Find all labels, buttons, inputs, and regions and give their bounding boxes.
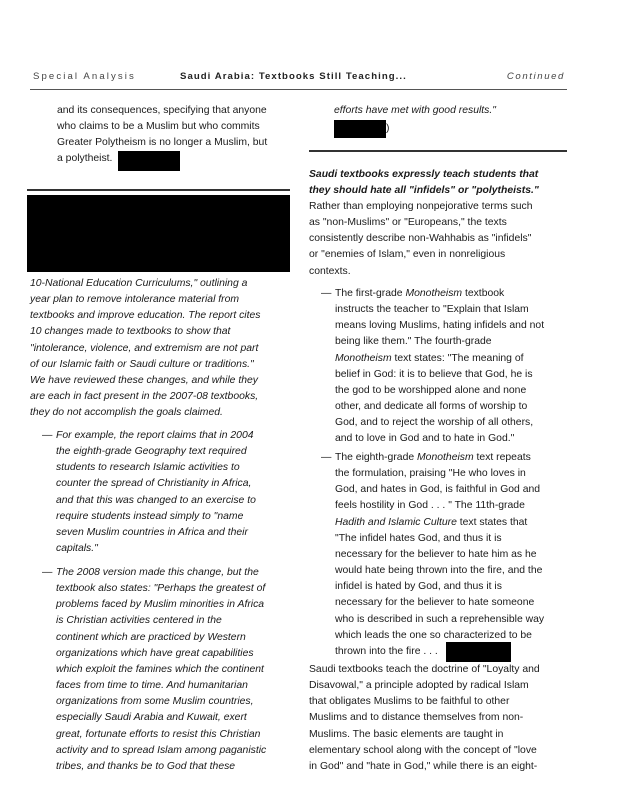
text-line: The first-grade Monotheism textbook (335, 288, 505, 299)
text-line: the god to be worshipped alone and none (335, 384, 527, 396)
text-line: the formulation, praising "He who loves in (335, 468, 526, 480)
text-line: contexts. (309, 265, 351, 277)
section-heading-lines (309, 167, 569, 199)
text-line: Saudi textbooks teach the doctrine of "Loyalty and (309, 664, 540, 675)
text-line: Monotheism text states: "The meaning of (335, 352, 524, 364)
italic-term: Monotheism (335, 352, 392, 364)
text-line: of our Islamic faith or Saudi culture or traditions." (30, 358, 254, 370)
text-line: continent which are practiced by Western (56, 631, 246, 643)
text-line: or "enemies of Islam," even in nonreligious (309, 249, 506, 261)
text-line: capitals." (56, 543, 98, 555)
text-line: and its consequences, specifying that anyone (57, 105, 267, 116)
text-line: Greater Polytheism is no longer a Muslim, but (57, 137, 268, 149)
running-header (30, 71, 565, 85)
text-line: feels hostility in God . . . " The 11th-grade (335, 500, 525, 512)
header-continued: Continued (506, 71, 565, 82)
text-line: tribes, and thanks be to God that these (56, 760, 236, 772)
text-line: year plan to remove intolerance material from (30, 294, 240, 306)
bullet-dash: — (42, 430, 53, 441)
text-line: students to research Islamic activities to (56, 462, 240, 474)
text-line: Muslims. The basic elements are taught in (309, 728, 504, 740)
text-line: "The infidel hates God, and thus it is (335, 532, 502, 544)
text-line: "intolerance, violence, and extremism are not part (30, 342, 259, 354)
text-line: other, and dedicate all forms of worship to (335, 401, 528, 413)
text-line: organizations which have great capabilities (56, 647, 254, 659)
text-line: infidel is hated by God, and thus it is (335, 581, 502, 593)
divider-rule (27, 189, 290, 191)
text-line: a polytheist. (57, 153, 113, 165)
text-line: in God" and "hate in God," while there is an eight- (309, 760, 538, 772)
text-line: counter the spread of Christianity in Africa, (56, 478, 252, 490)
header-rule (30, 89, 567, 90)
bullet-dash: — (321, 452, 332, 463)
text-line: elementary school along with the concept of "love (309, 744, 537, 756)
text-line: that obligates Muslims to be faithful to other (309, 696, 510, 708)
text-line: the eighth-grade Geography text required (56, 446, 247, 458)
text-line: organizations from some Muslim countries, (56, 696, 254, 708)
text-line: they should hate all "infidels" or "polytheists." (309, 185, 539, 197)
text-line: God, and hates in God, is faithful in God and (335, 484, 541, 496)
right-bullet-2-lines (335, 450, 575, 660)
text-line: and to love in God and to hate in God." (335, 433, 515, 445)
text-line: Muslims and to distance themselves from non- (309, 712, 524, 724)
text-line: as "non-Muslims" or "Europeans," the texts (309, 217, 507, 229)
right-bullet-1-lines (335, 286, 575, 448)
text-line: belief in God: it is to believe that God, he is (335, 368, 533, 380)
text-line: great, fortunate efforts to resist this Christian (56, 728, 261, 740)
text-line: necessary for the believer to hate someone (335, 597, 535, 609)
text-line: especially Saudi Arabia and Kuwait, exert (56, 712, 247, 724)
text-line: problems faced by Muslim minorities in Africa (56, 599, 265, 611)
italic-term: Hadith and Islamic Culture (335, 516, 457, 528)
right-paragraph-1-lines (309, 199, 569, 280)
left-bullet-1-lines (56, 428, 298, 557)
text-line: The 2008 version made this change, but the (56, 567, 259, 578)
text-line: consistently describe non-Wahhabis as "infidels" (309, 233, 532, 245)
text-line: 10 changes made to textbooks to show that (30, 326, 231, 338)
redaction-box (334, 120, 386, 138)
text-line: thrown into the fire . . . (335, 645, 438, 657)
text-line: seven Muslim countries in Africa and their (56, 526, 248, 538)
text-line: faces from time to time. And humanitarian (56, 680, 248, 692)
text-line: For example, the report claims that in 2004 (56, 430, 254, 441)
text-line: The eighth-grade Monotheism text repeats (335, 452, 531, 463)
text-line: being like them." The fourth-grade (335, 336, 492, 348)
left-report-lines (30, 276, 295, 421)
left-report-paragraph (30, 276, 295, 421)
text-line: activity and to spread Islam among paganistic (56, 744, 267, 756)
right-paragraph-1 (309, 199, 569, 280)
text-line: Hadith and Islamic Culture text states that (335, 516, 528, 528)
bullet-dash: — (42, 567, 53, 578)
text-line: Disavowal," a principle adopted by radical Islam (309, 680, 529, 692)
text-line: and that this was changed to an exercise to (56, 494, 256, 506)
text-line: would hate being thrown into the fire, and the (335, 565, 543, 577)
bullet-dash: — (321, 288, 332, 299)
left-bullet-1 (56, 428, 298, 557)
text-line: Saudi textbooks expressly teach students that (309, 169, 539, 180)
section-heading (309, 167, 569, 199)
text-line: means loving Muslims, hating infidels and not (335, 320, 545, 332)
text-line: textbook also states: "Perhaps the greatest of (56, 583, 266, 595)
text-line: textbooks and improve education. The report cites (30, 310, 261, 322)
text-line: necessary for the believer to hate him as he (335, 548, 537, 560)
right-paragraph-2 (309, 662, 571, 775)
header-title: Saudi Arabia: Textbooks Still Teaching... (180, 71, 407, 82)
text-line: are each in fact present in the 2007-08 textbooks, (30, 391, 259, 403)
text-line: instructs the teacher to "Explain that Islam (335, 304, 529, 316)
text-line: they do not accomplish the goals claimed. (30, 407, 223, 419)
redaction-box (446, 642, 511, 662)
text-line: who claims to be a Muslim but who commits (57, 121, 260, 133)
text-line: We have reviewed these changes, and while they (30, 374, 258, 386)
text-line: which exploit the famines which the continent (56, 663, 264, 675)
italic-term: Monotheism (417, 452, 474, 463)
text-line: which leads the one so characterized to be (335, 629, 532, 641)
right-continuation: efforts have met with good results." (334, 105, 496, 116)
text-line: require students instead simply to "name (56, 510, 244, 522)
left-bullet-2 (56, 565, 300, 775)
right-bullet-2 (335, 450, 575, 660)
text-line: God, and to reject the worship of all others, (335, 417, 534, 429)
text-line: 10-National Education Curriculums," outlining a (30, 278, 248, 289)
left-bullet-2-lines (56, 565, 300, 775)
text-line: who is described in such a reprehensible way (335, 613, 545, 625)
redaction-box (118, 151, 180, 171)
header-section: Special Analysis (33, 71, 136, 82)
right-continuation-paren: ) (386, 123, 390, 134)
text-line: Rather than employing nonpejorative terms such (309, 201, 533, 212)
redaction-block (27, 195, 290, 272)
right-bullet-1 (335, 286, 575, 448)
divider-rule (309, 150, 567, 152)
italic-term: Monotheism (405, 288, 463, 299)
right-paragraph-2-lines (309, 662, 571, 775)
text-line: is Christian activities centered in the (56, 615, 222, 627)
